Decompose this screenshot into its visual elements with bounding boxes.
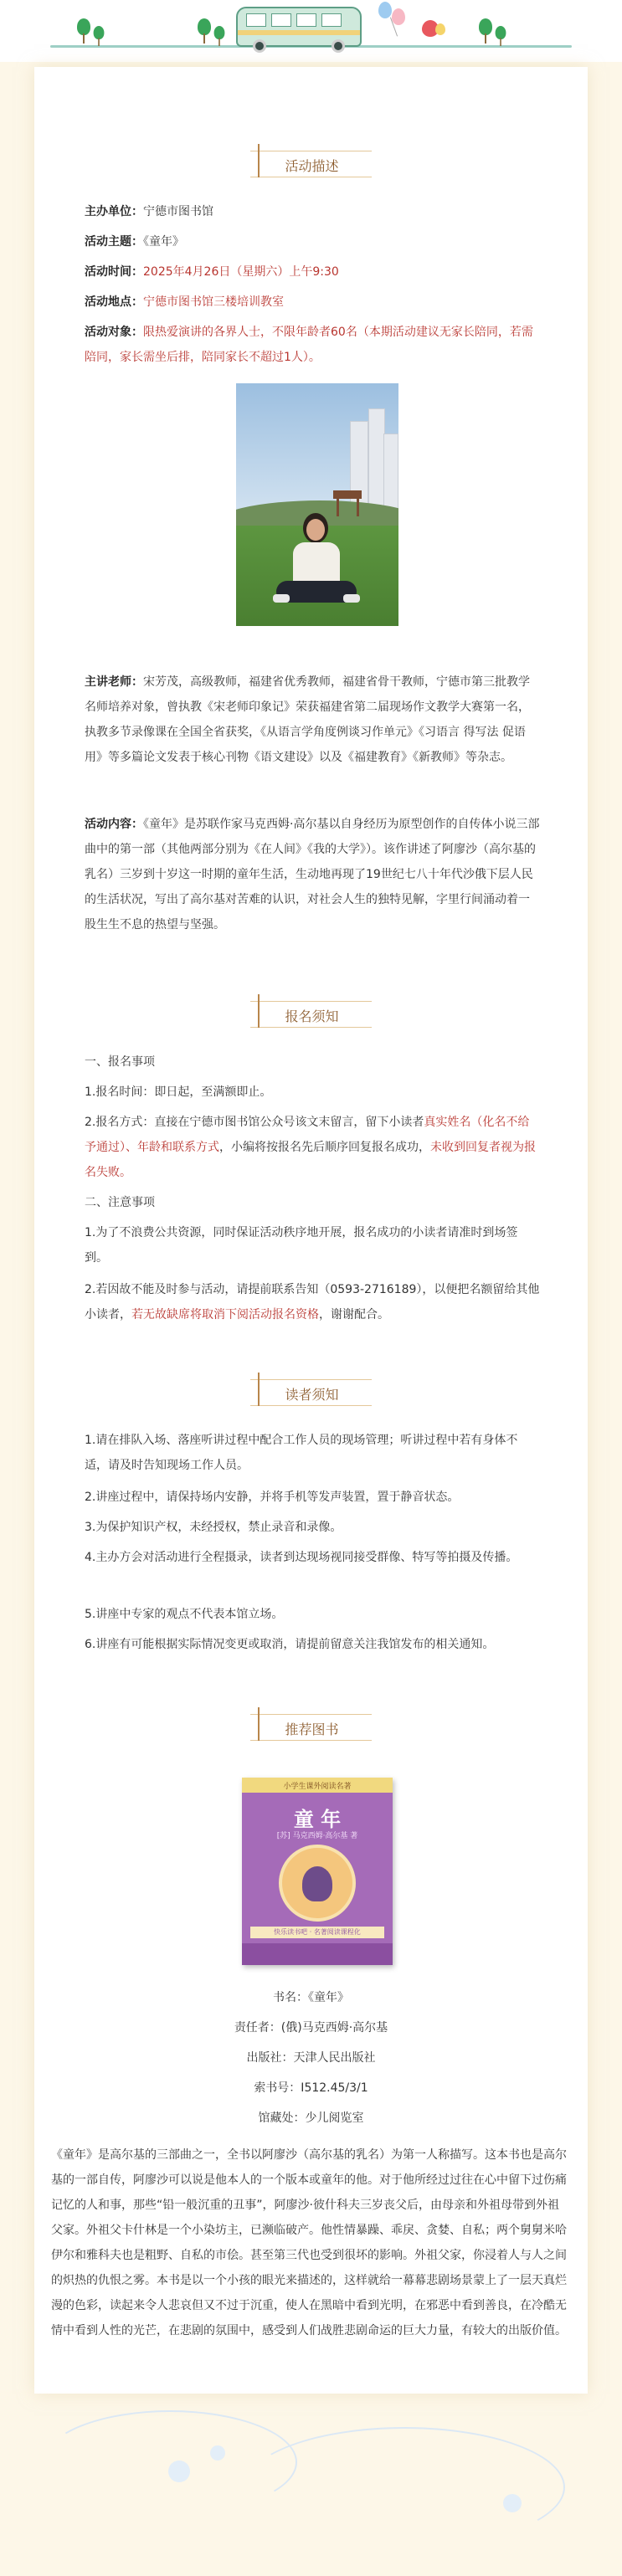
signup-heading-1: 一、报名事项 xyxy=(85,1055,155,1069)
signup-method: 2.报名方式：直接在宁德市图书馆公众号该文末留言，留下小读者真实姓名（化名不给予通过）、年龄和联系方式，小编将按报名先后顺序回复报名成功，未收到回复者视为报名失败。 xyxy=(85,1116,536,1179)
audience-line: 活动对象：限热爱演讲的各界人士，不限年龄者60名（本期活动建议无家长陪同，若需陪同，家长需坐后排，陪同家长不超过1人）。 xyxy=(85,326,533,364)
signup-heading-2: 二、注意事项 xyxy=(85,1196,155,1209)
book-description: 《童年》是高尔基的三部曲之一，全书以阿廖沙（高尔基的乳名）为第一人称描写。这本书也是高尔基的一部自传，阿廖沙可以说是他本人的一个版本或童年的他。对于他所经过过往在心中留下过伤痛记忆的人和事，那些“铅一般沉重的丑事”，阿廖沙·彼什科夫三岁丧父后，由母亲和外祖母带到外祖父家。外祖父卡什林是一个小染坊主，已濒临破产。他性情暴躁、乖戾、贪婪、自私；两个舅舅米哈伊尔和雅科夫也是粗野、自私的市侩。甚至第三代也受到很坏的影响。外祖父家，你浸着人与人之间的炽热的仇恨之雾。本书是以一个小孩的眼光来描述的，这样就给一幕幕悲剧场景蒙上了一层天真烂漫的色彩，读起来令人悲哀但又不过于沉重，使人在黑暗中看到光明，在邪恶中看到善良，在冷酷无情中看到人性的光芒，在悲剧的氛围中，感受到人们战胜悲剧命运的巨大力量，有较大的出版价值。 xyxy=(51,2148,567,2337)
signup-note-1: 1.为了不浪费公共资源，同时保证活动秩序地开展，报名成功的小读者请准时到场签到。 xyxy=(85,1226,518,1265)
book-location: 馆藏处：少儿阅览室 xyxy=(258,2112,364,2125)
book-cover-author: [苏] 马克西姆·高尔基 著 xyxy=(276,1832,358,1840)
section-title-reader: 读者须知 xyxy=(0,1373,622,1406)
organizer-line: 主办单位：宁德市图书馆 xyxy=(85,205,213,218)
content-paragraph: 活动内容：《童年》是苏联作家马克西姆·高尔基以自身经历为原型创作的自传体小说三部曲中的第一部（其他两部分别为《在人间》《我的大学》）。该作讲述了阿廖沙（高尔基的乳名）三岁到十岁这一时期的童年生活，生动地再现了19世纪七八十年代沙俄下层人民的生活状况，写出了高尔基对苦难的认识，对社会人生的独特见解，字里行间涌动着一股生生不息的热望与坚强。 xyxy=(85,818,540,931)
tree-icon xyxy=(77,18,90,44)
tree-icon xyxy=(214,26,225,46)
book-author: 责任者：(俄)马克西姆·高尔基 xyxy=(234,2021,388,2035)
balloon-icon xyxy=(378,2,392,18)
tree-icon xyxy=(496,26,506,46)
book-cover xyxy=(242,1778,393,1965)
reader-rule-4: 4.主办方会对活动进行全程摄录，读者到达现场视同接受群像、特写等拍摄及传播。 xyxy=(85,1551,518,1564)
reader-rule-1: 1.请在排队入场、落座听讲过程中配合工作人员的现场管理；听讲过程中若有身体不适，请及时告知现场工作人员。 xyxy=(85,1434,518,1472)
book-call-number: 索书号：I512.45/3/1 xyxy=(254,2081,368,2095)
book-publisher: 出版社：天津人民出版社 xyxy=(246,2051,376,2065)
speaker-photo xyxy=(236,383,398,626)
tree-icon xyxy=(94,26,105,46)
reader-rule-3: 3.为保护知识产权，未经授权，禁止录音和录像。 xyxy=(85,1521,342,1534)
book-name: 书名：《童年》 xyxy=(273,1991,349,2004)
balloon-icon xyxy=(392,8,405,25)
speaker-paragraph: 主讲老师：宋芳茂，高级教师，福建省优秀教师，福建省骨干教师，宁德市第三批教学名师培养对象，曾执教《宋老师印象记》荣获福建省第二届现场作文教学大赛第一名，执教多节录像课在全国全省获奖，《从语言学角度例谈习作单元》《习语言 得写法 促语用》等多篇论文发表于核心刊物《语文建设》以及《福建教育》《新教师》等杂志。 xyxy=(85,675,530,764)
reader-rule-5: 5.讲座中专家的观点不代表本馆立场。 xyxy=(85,1608,284,1621)
book-cover-title: 童 年 xyxy=(293,1808,342,1831)
theme-line: 活动主题：《童年》 xyxy=(85,235,184,249)
balloon-icon xyxy=(435,23,445,35)
book-cover-top: 小学生课外阅读名著 xyxy=(283,1783,352,1791)
bus-icon xyxy=(236,7,362,47)
section-title-books: 推荐图书 xyxy=(0,1707,622,1741)
section-title-signup: 报名须知 xyxy=(0,994,622,1028)
top-banner xyxy=(0,0,622,62)
tree-icon xyxy=(198,18,211,44)
signup-time: 1.报名时间：即日起，至满额即止。 xyxy=(85,1085,272,1099)
time-line: 活动时间：2025年4月26日（星期六）上午9:30 xyxy=(85,265,339,279)
book-cover-band: 快乐读书吧 · 名著阅读课程化 xyxy=(274,1928,361,1936)
reader-rule-2: 2.讲座过程中，请保持场内安静，并将手机等发声装置，置于静音状态。 xyxy=(85,1491,460,1504)
section-title-activity: 活动描述 xyxy=(0,144,622,177)
tree-icon xyxy=(479,18,492,44)
reader-rule-6: 6.讲座有可能根据实际情况变更或取消，请提前留意关注我馆发布的相关通知。 xyxy=(85,1638,495,1651)
footer-decoration xyxy=(34,2394,588,2576)
signup-note-2: 2.若因故不能及时参与活动，请提前联系告知（0593-2716189），以便把名额留给其他小读者，若无故缺席将取消下阅活动报名资格，谢谢配合。 xyxy=(85,1283,540,1321)
place-line: 活动地点：宁德市图书馆三楼培训教室 xyxy=(85,295,284,309)
